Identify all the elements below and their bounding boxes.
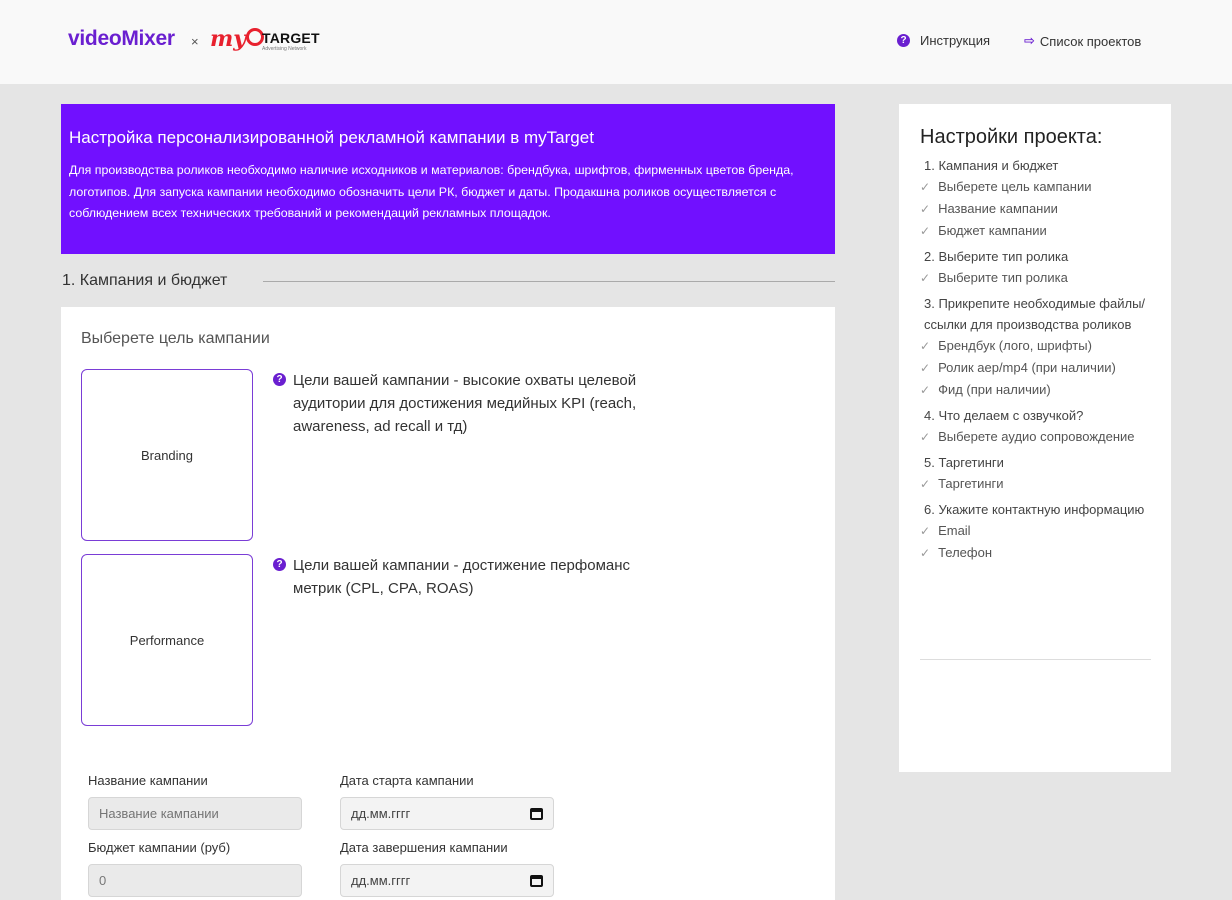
banner-title: Настройка персонализированной рекламной кампании в myTarget <box>69 128 594 147</box>
check-icon: ✓ <box>920 477 931 491</box>
videomixer-logo[interactable]: videoMixer <box>68 27 175 50</box>
sidebar-check-item: ✓ Выберете цель кампании <box>920 179 1092 194</box>
budget-value: 0 <box>99 873 107 888</box>
goal-option-label: Performance <box>129 632 205 648</box>
sidebar-check-item: ✓ Email <box>920 523 971 538</box>
sidebar-check-item: ✓ Ролик aep/mp4 (при наличии) <box>920 360 1116 375</box>
check-icon: ✓ <box>920 546 931 560</box>
section-divider <box>263 281 835 282</box>
question-circle-icon[interactable]: ? <box>273 373 286 386</box>
goal-description-text: Цели вашей кампании - высокие охваты целевой аудитории для достижения медийных KPI (reach, awareness, ad recall и тд) <box>293 372 637 435</box>
project-settings-sidebar <box>899 104 1171 772</box>
budget-input[interactable] <box>88 864 302 897</box>
sidebar-step: 2. Выберите тип ролика <box>924 249 1069 264</box>
sidebar-check-item: ✓ Выберете аудио сопровождение <box>920 429 1135 444</box>
sidebar-step: 6. Укажите контактную информацию <box>924 502 1145 517</box>
section-title: 1. Кампания и бюджет <box>62 272 228 289</box>
sidebar-step: 5. Таргетинги <box>924 455 1004 470</box>
sign-out-icon: ⇨ <box>1024 33 1035 48</box>
check-icon: ✓ <box>920 271 931 285</box>
sidebar-step: 4. Что делаем с озвучкой? <box>924 408 1084 423</box>
campaign-name-label: Название кампании <box>88 773 208 788</box>
mytarget-logo-my: my <box>210 26 247 52</box>
budget-label: Бюджет кампании (руб) <box>88 840 231 855</box>
projects-list-link[interactable] <box>1024 33 1141 49</box>
start-date-value: дд.мм.гггг <box>351 806 411 821</box>
calendar-icon[interactable] <box>530 808 543 820</box>
banner-text: Для производства роликов необходимо наличие исходников и материалов: брендбука, шрифтов, фирменных цветов бренда, логотипов. Для запуска кампании необходимо обозначить цели РК, бюджет и даты. Продакшна роликов осуществляется с соблюдением всех технических требований и рекомендаций рекламных площадок. <box>69 163 794 220</box>
goal-description-text: Цели вашей кампании - достижение перфоманс метрик (CPL, CPA, ROAS) <box>293 557 631 597</box>
sidebar-title: Настройки проекта: <box>920 126 1103 148</box>
check-icon: ✓ <box>920 224 931 238</box>
check-icon: ✓ <box>920 339 931 353</box>
check-icon: ✓ <box>920 383 931 397</box>
question-circle-icon: ? <box>897 34 910 47</box>
check-icon: ✓ <box>920 202 931 216</box>
sidebar-check-item: ✓ Фид (при наличии) <box>920 382 1051 397</box>
mytarget-logo-subtitle: Advertising Network <box>262 46 307 52</box>
end-date-label: Дата завершения кампании <box>340 840 508 855</box>
instructions-link[interactable] <box>897 33 990 48</box>
top-header <box>0 0 1232 84</box>
check-icon: ✓ <box>920 180 931 194</box>
check-icon: ✓ <box>920 361 931 375</box>
sidebar-step: 3. Прикрепите необходимые файлы/ссылки для производства роликов <box>924 296 1146 332</box>
calendar-icon[interactable] <box>530 875 543 887</box>
end-date-input[interactable] <box>340 864 554 897</box>
sidebar-check-item: ✓ Таргетинги <box>920 476 1004 491</box>
sidebar-step: 1. Кампания и бюджет <box>924 158 1059 173</box>
sidebar-check-item: ✓ Бюджет кампании <box>920 223 1047 238</box>
sidebar-check-item: ✓ Брендбук (лого, шрифты) <box>920 338 1092 353</box>
sidebar-check-item: ✓ Выберите тип ролика <box>920 270 1068 285</box>
sidebar-check-item: ✓ Телефон <box>920 545 992 560</box>
goal-heading: Выберете цель кампании <box>81 330 270 347</box>
end-date-value: дд.мм.гггг <box>351 873 411 888</box>
goal-option-branding[interactable] <box>81 369 253 541</box>
logo-separator: × <box>191 34 199 49</box>
sidebar-divider <box>920 659 1151 660</box>
start-date-input[interactable] <box>340 797 554 830</box>
question-circle-icon[interactable]: ? <box>273 558 286 571</box>
campaign-card <box>61 307 835 900</box>
check-icon: ✓ <box>920 430 931 444</box>
start-date-label: Дата старта кампании <box>340 773 474 788</box>
campaign-name-input[interactable] <box>88 797 302 830</box>
goal-description-branding <box>273 369 663 438</box>
check-icon: ✓ <box>920 524 931 538</box>
sidebar-check-item: ✓ Название кампании <box>920 201 1058 216</box>
projects-list-link-label: Список проектов <box>1039 33 1142 49</box>
intro-banner <box>61 104 835 254</box>
goal-option-label: Branding <box>140 447 194 463</box>
mytarget-logo-target: TARGET <box>262 30 320 46</box>
instructions-link-label: Инструкция <box>920 33 990 48</box>
goal-option-performance[interactable] <box>81 554 253 726</box>
goal-description-performance <box>273 554 663 600</box>
